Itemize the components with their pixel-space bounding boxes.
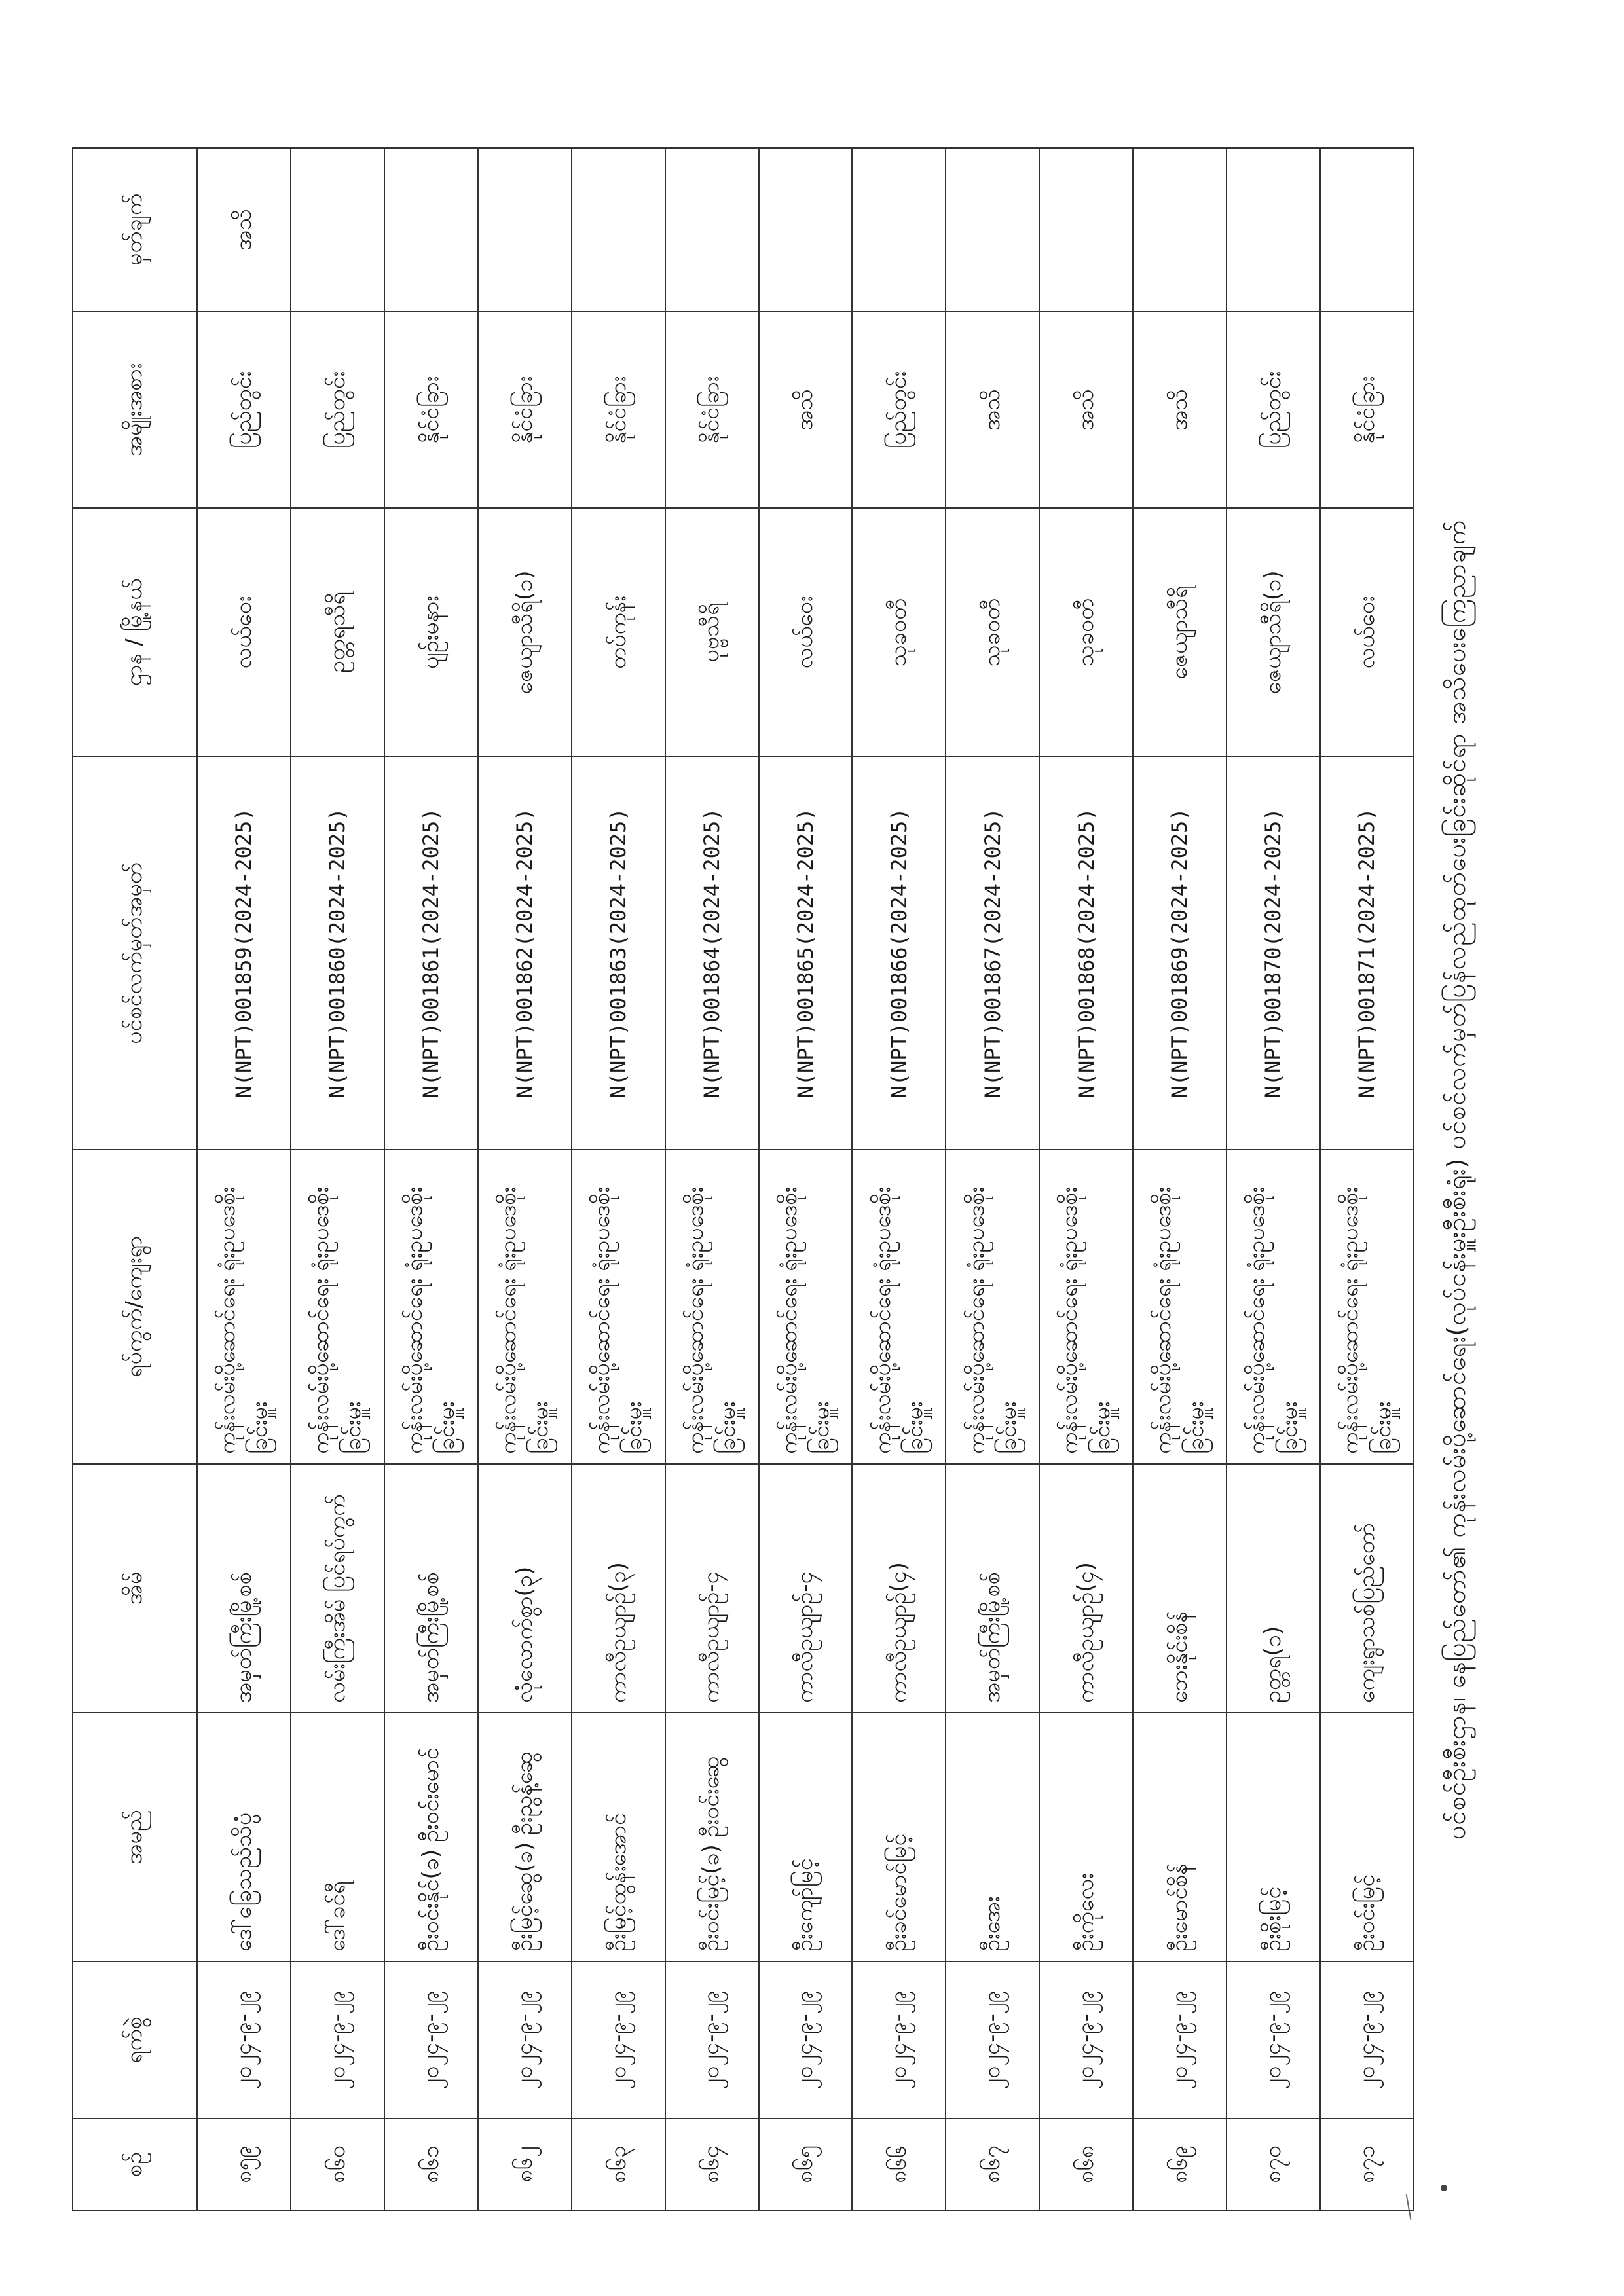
cell-name: ဦးမောင်စိန် (1133, 1713, 1227, 1961)
cell-name: ဦးကိုလေး (1039, 1713, 1133, 1961)
table-row (291, 148, 384, 2210)
cell-house: ကာလီဥယျာဉ်(၄) (852, 1464, 946, 1713)
cell-license: N(NPT)001869(2024-2025) (1133, 757, 1227, 1150)
cell-office: သုခဝတီ (946, 508, 1039, 757)
cell-house: ဥတ္တရ(၁) (1227, 1464, 1320, 1713)
pension-table (72, 147, 1414, 2211)
cell-type: အသိ (946, 312, 1039, 508)
table-row (759, 148, 853, 2210)
cell-office: တပ်ကုန်း (572, 508, 665, 757)
cell-house: အမှတ်ကြီးမြို့စစ် (384, 1464, 478, 1713)
cell-house: အမှတ်ကြီးမြို့စစ် (946, 1464, 1039, 1713)
cell-date: ၂၀၂၄-၉-၂၉ (759, 1961, 853, 2119)
cell-office: လယ်ဝေး (759, 508, 853, 757)
cell-ward: ကုန်းလမ်းပို့ဆောင်ရေး ရုံးဥပဒေစိုးခြင်းမှူး (1039, 1150, 1133, 1464)
cell-house: ကာလီဥယျာဉ်(၄) (1039, 1464, 1133, 1713)
cell-date: ၂၀၂၄-၉-၂၉ (572, 1961, 665, 2119)
cell-name: ဦးကျော်မြင့် (759, 1713, 853, 1961)
cell-date: ၂၀၂၄-၉-၂၉ (291, 1961, 384, 2119)
cell-license: N(NPT)001860(2024-2025) (291, 757, 384, 1150)
cell-license: N(NPT)001867(2024-2025) (946, 757, 1039, 1150)
cell-office: ဇေယျာသီရိ (1133, 508, 1227, 757)
cell-type: အသိ (1133, 312, 1227, 508)
cell-serial: ၈၆၂ (478, 2119, 572, 2210)
cell-license: N(NPT)001861(2024-2025) (384, 757, 478, 1150)
table-row (1227, 148, 1320, 2210)
cell-remarks (759, 148, 853, 312)
cell-license: N(NPT)001865(2024-2025) (759, 757, 853, 1150)
cell-office: ဥတ္တရသီရိ (291, 508, 384, 757)
cell-type: နိုင်ငံခြား (572, 312, 665, 508)
cell-license: N(NPT)001868(2024-2025) (1039, 757, 1133, 1150)
cell-office: လယ်ဝေး (197, 508, 291, 757)
table-row (478, 148, 572, 2210)
cell-remarks (478, 148, 572, 312)
cell-serial: ၈၆၆ (852, 2119, 946, 2210)
cell-serial: ၈၇၁ (1320, 2119, 1414, 2210)
cell-office: သုခဝတီ (1039, 508, 1133, 757)
cell-name: ဦးဝင်းမြင့် (1320, 1713, 1414, 1961)
cell-date: ၂၀၂၄-၉-၂၉ (197, 1961, 291, 2119)
cell-remarks (1039, 148, 1133, 312)
cell-house: လမ်းကြီးအိမ် ပြင်ရပ်ကွက် (291, 1464, 384, 1713)
cell-serial: ၈၇၀ (1227, 2119, 1320, 2210)
cell-license: N(NPT)001866(2024-2025) (852, 757, 946, 1150)
table-row (1133, 148, 1227, 2210)
cell-name: ဒေါ်ခြေသည်သိပ္ပံ (197, 1713, 291, 1961)
table-row (1039, 148, 1133, 2210)
cell-serial: ၈၆၇ (946, 2119, 1039, 2210)
cell-type: နိုင်ငံခြား (1320, 312, 1414, 508)
cell-remarks (384, 148, 478, 312)
cell-date: ၂၀၂၄-၉-၂၉ (1320, 1961, 1414, 2119)
cell-type: အသိ (1039, 312, 1133, 508)
cell-ward: ကုန်းလမ်းပို့ဆောင်ရေး ရုံးဥပဒေစိုးခြင်းမှူး (291, 1150, 384, 1464)
cell-remarks (946, 148, 1039, 312)
cell-date: ၂၀၂၄-၉-၂၉ (946, 1961, 1039, 2119)
cell-date: ၂၀၂၄-၉-၂၉ (1039, 1961, 1133, 2119)
cell-type: နိုင်ငံခြား (384, 312, 478, 508)
cell-house: ကာလီဥယျာဉ်(၃) (572, 1464, 665, 1713)
cell-license: N(NPT)001859(2024-2025) (197, 757, 291, 1150)
cell-house: ကာလီဥယျာဉ်-၄ (665, 1464, 759, 1713)
cell-serial: ၈၆၈ (1039, 2119, 1133, 2210)
cell-remarks (1227, 148, 1320, 312)
header-remarks: မှတ်ချက် (73, 148, 197, 312)
cell-name: ဦးဝင်းနိုင်(ခ) ဦးဝင်းမောင် (384, 1713, 478, 1961)
cell-date: ၂၀၂၄-၉-၂၉ (1133, 1961, 1227, 2119)
header-name: အမည် (73, 1713, 197, 1961)
cell-type: ပြည်တွင်း (197, 312, 291, 508)
cell-ward: ကုန်းလမ်းပို့ဆောင်ရေး ရုံးဥပဒေစိုးခြင်းမှူး (946, 1150, 1039, 1464)
cell-remarks (291, 148, 384, 312)
cell-date: ၂၀၂၄-၉-၂၉ (478, 1961, 572, 2119)
cell-ward: ကုန်းလမ်းပို့ဆောင်ရေး ရုံးဥပဒေစိုးခြင်းမှူး (1320, 1150, 1414, 1464)
cell-type: အသိ (759, 312, 853, 508)
cell-name: ဦးဝင်းမြင့်(ခ) ဦးဝင်းဆွေ (665, 1713, 759, 1961)
table-row (572, 148, 665, 2210)
cell-ward: ကုန်းလမ်းပို့ဆောင်ရေး ရုံးဥပဒေစိုးခြင်းမှူး (572, 1150, 665, 1464)
cell-remarks: အသိ (197, 148, 291, 312)
cell-house: ဘေးနိုင်းစိန် (1133, 1464, 1227, 1713)
cell-license: N(NPT)001863(2024-2025) (572, 757, 665, 1150)
scan-dot (1441, 2185, 1447, 2191)
cell-ward: ကုန်းလမ်းပို့ဆောင်ရေး ရုံးဥပဒေစိုးခြင်းမှူး (852, 1150, 946, 1464)
cell-ward: ကုန်းလမ်းပို့ဆောင်ရေး ရုံးဥပဒေစိုးခြင်းမှူး (384, 1150, 478, 1464)
cell-type: ပြည်တွင်း (291, 312, 384, 508)
cell-serial: ၈၆၀ (291, 2119, 384, 2210)
cell-house: ကျေးရွာသစ်ပြည်တော် (1320, 1464, 1414, 1713)
header-ward: ရပ်ကွက်/ကျေးရွာ (73, 1150, 197, 1464)
cell-name: ဦးအေး (946, 1713, 1039, 1961)
cell-remarks (572, 148, 665, 312)
cell-office: သုခဝတီ (852, 508, 946, 757)
cell-remarks (1133, 148, 1227, 312)
cell-remarks (665, 148, 759, 312)
cell-name: ဦးစိုးမြင့် (1227, 1713, 1320, 1961)
cell-remarks (852, 148, 946, 312)
cell-house: လုံလောက်စွာ(၃) (478, 1464, 572, 1713)
cell-license: N(NPT)001870(2024-2025) (1227, 757, 1320, 1150)
cell-license: N(NPT)001871(2024-2025) (1320, 757, 1414, 1150)
header-office: ဌာန / မြို့နယ် (73, 508, 197, 757)
cell-serial: ၈၆၃ (572, 2119, 665, 2210)
cell-date: ၂၀၂၄-၉-၂၉ (384, 1961, 478, 2119)
table-body (197, 148, 1414, 2210)
cell-remarks (1320, 148, 1414, 312)
cell-serial: ၈၆၅ (759, 2119, 853, 2210)
cell-serial: ၈၅၉ (197, 2119, 291, 2210)
cell-serial: ၈၆၉ (1133, 2119, 1227, 2210)
cell-name: ဦးမြင့်ထွန်းအောင် (572, 1713, 665, 1961)
cell-type: ပြည်တွင်း (1227, 312, 1320, 508)
cell-office: ပျဉ်းမနား (384, 508, 478, 757)
cell-serial: ၈၆၁ (384, 2119, 478, 2210)
cell-license: N(NPT)001864(2024-2025) (665, 757, 759, 1150)
cell-license: N(NPT)001862(2024-2025) (478, 757, 572, 1150)
cell-ward: ကုန်းလမ်းပို့ဆောင်ရေး ရုံးဥပဒေစိုးခြင်းမှူး (1227, 1150, 1320, 1464)
table-row (852, 148, 946, 2210)
cell-serial: ၈၆၄ (665, 2119, 759, 2210)
cell-ward: ကုန်းလမ်းပို့ဆောင်ရေး ရုံးဥပဒေစိုးခြင်းမှူး (759, 1150, 853, 1464)
cell-office: ဇေယျာသီရိ(၁) (478, 508, 572, 757)
table-row (665, 148, 759, 2210)
header-type: အမျိုးအစား (73, 312, 197, 508)
cell-type: နိုင်ငံခြား (665, 312, 759, 508)
table-frame (72, 149, 1414, 2211)
table-row (197, 148, 291, 2210)
cell-date: ၂၀၂၄-၉-၂၉ (665, 1961, 759, 2119)
header-license: ပင်စင်လက်မှတ်အမှတ် (73, 757, 197, 1150)
document-title: ပင်စင်ဦးစီးဌာန၊ နေပြည်တော်၏ ကုန်းလမ်းပို့ဆောင်ရေး(လုပ်ငန်းမှူးဦးစီးရုံး) ပင်စင်လက်မှတ်ပြန်လည်ထုတ်ပေးခြင်းဆိုင်ရာ အသိပေးကြေညာချက် (1442, 519, 1471, 1840)
cell-name: ဒေါ်ခင်ရီ (291, 1713, 384, 1961)
cell-ward: ကုန်းလမ်းပို့ဆောင်ရေး ရုံးဥပဒေစိုးခြင်းမှူး (197, 1150, 291, 1464)
cell-date: ၂၀၂၄-၉-၂၉ (852, 1961, 946, 2119)
cell-ward: ကုန်းလမ်းပို့ဆောင်ရေး ရုံးဥပဒေစိုးခြင်းမှူး (665, 1150, 759, 1464)
table-row (1320, 148, 1414, 2210)
cell-type: ပြည်တွင်း (852, 312, 946, 508)
cell-ward: ကုန်းလမ်းပို့ဆောင်ရေး ရုံးဥပဒေစိုးခြင်းမှူး (1133, 1150, 1227, 1464)
header-date: ရက်စွဲ (73, 1961, 197, 2119)
cell-house: အမှတ်ကြီးမြို့စစ် (197, 1464, 291, 1713)
cell-ward: ကုန်းလမ်းပို့ဆောင်ရေး ရုံးဥပဒေစိုးခြင်းမှူး (478, 1150, 572, 1464)
header-serial: စဉ် (73, 2119, 197, 2210)
cell-name: ဦးမြင့်ဆွေ(ခ) ဦးညွန့်ဆွေ (478, 1713, 572, 1961)
cell-name: ဦးခင်မောင်မြင့် (852, 1713, 946, 1961)
cell-office: ဇေယျာသီရိ(၁) (1227, 508, 1320, 757)
cell-house: ကာလီဥယျာဉ်-၄ (759, 1464, 853, 1713)
cell-type: နိုင်ငံခြား (478, 312, 572, 508)
cell-office: ပုဗ္ဗသီရိ (665, 508, 759, 757)
header-house: အိမ် (73, 1464, 197, 1713)
cell-date: ၂၀၂၄-၉-၂၉ (1227, 1961, 1320, 2119)
cell-office: လယ်ဝေး (1320, 508, 1414, 757)
table-row (946, 148, 1039, 2210)
header-row (73, 148, 197, 2210)
table-row (384, 148, 478, 2210)
